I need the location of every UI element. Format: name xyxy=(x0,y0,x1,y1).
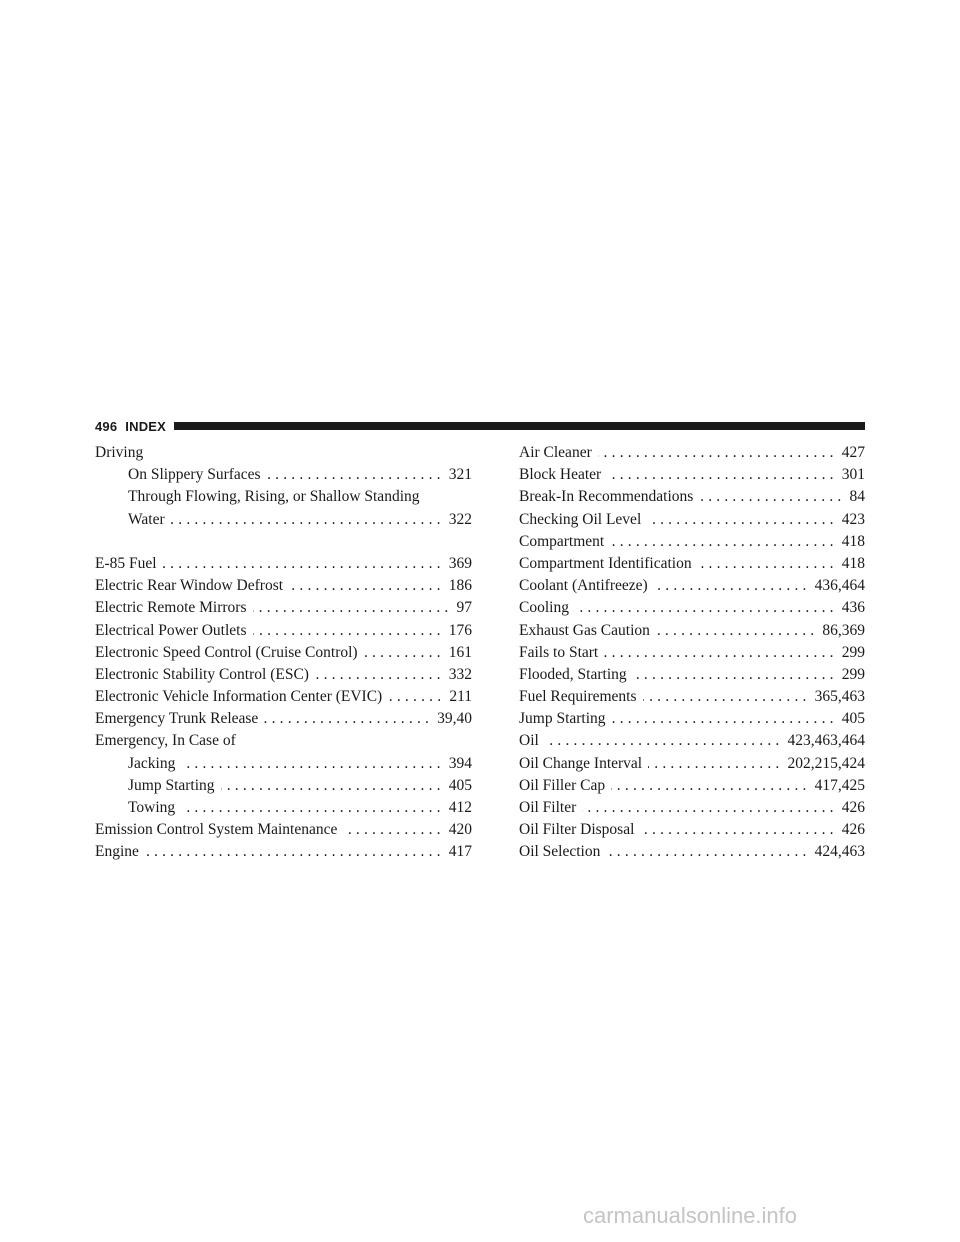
entry-page-ref: 161 xyxy=(448,643,472,661)
entry-page-ref: 417,425 xyxy=(814,776,865,794)
entry-label: Compartment xyxy=(519,532,605,550)
entry-label: Electronic Stability Control (ESC) xyxy=(95,665,309,683)
index-entry xyxy=(95,708,472,730)
entry-page-ref: 332 xyxy=(448,665,472,683)
entry-label: Jump Starting xyxy=(519,710,606,728)
entry-page-ref: 427 xyxy=(841,444,865,461)
entry-label: Electronic Speed Control (Cruise Control) xyxy=(95,643,358,661)
entry-label: Jump Starting xyxy=(128,776,215,794)
entry-label: Block Heater xyxy=(519,466,602,484)
dot-leader xyxy=(253,597,453,619)
dot-leader xyxy=(145,841,445,863)
index-subentry xyxy=(95,464,472,486)
entry-label: Oil Filler Cap xyxy=(519,776,606,794)
index-entry xyxy=(519,730,865,752)
index-entry xyxy=(519,509,865,531)
entry-label: Flooded, Starting xyxy=(519,665,627,683)
entry-label: Exhaust Gas Caution xyxy=(519,621,650,639)
index-subentry xyxy=(95,797,472,819)
entry-label: Emission Control System Maintenance xyxy=(95,821,338,839)
entry-page-ref: 97 xyxy=(456,599,472,617)
entry-label: Electrical Power Outlets xyxy=(95,621,247,639)
dot-leader xyxy=(654,575,811,597)
watermark: carmanualsonline.info xyxy=(583,1203,798,1228)
index-entry xyxy=(519,597,865,619)
entry-label: Fails to Start xyxy=(519,643,599,661)
dot-leader xyxy=(656,620,819,642)
entry-page-ref: 418 xyxy=(841,554,865,572)
index-entry xyxy=(519,531,865,553)
entry-page-ref: 394 xyxy=(448,754,472,772)
dot-leader xyxy=(640,819,837,841)
entry-page-ref: 405 xyxy=(841,710,865,728)
entry-label: Cooling xyxy=(519,599,569,617)
entry-page-ref: 423 xyxy=(841,510,865,528)
entry-label: Emergency Trunk Release xyxy=(95,710,259,728)
dot-leader xyxy=(611,775,811,797)
entry-page-ref: 321 xyxy=(448,466,472,484)
index-entry xyxy=(95,664,472,686)
entry-page-ref: 369 xyxy=(448,554,472,572)
index-entry xyxy=(519,664,865,686)
index-entry xyxy=(95,620,472,642)
index-entry xyxy=(95,442,472,464)
dot-leader xyxy=(315,664,445,686)
dot-leader xyxy=(643,686,811,708)
index-entry xyxy=(95,642,472,664)
entry-page-ref: 436,464 xyxy=(814,577,865,595)
entry-label: Oil Selection xyxy=(519,843,601,861)
dot-leader xyxy=(610,531,838,553)
dot-leader xyxy=(221,775,445,797)
dot-leader xyxy=(582,797,837,819)
index-subentry xyxy=(95,509,472,531)
entry-page-ref: 424,463 xyxy=(814,843,865,861)
index-entry xyxy=(519,686,865,708)
entry-label: Oil Filter Disposal xyxy=(519,821,635,839)
dot-leader xyxy=(253,620,445,642)
dot-leader xyxy=(575,597,838,619)
entry-label: Checking Oil Level xyxy=(519,510,642,528)
dot-leader xyxy=(545,730,784,752)
entry-label: E-85 Fuel xyxy=(95,554,157,572)
dot-leader xyxy=(343,819,444,841)
index-column-right xyxy=(519,442,865,864)
index-entry xyxy=(519,553,865,575)
entry-label: Oil Filter xyxy=(519,799,577,816)
entry-label: Air Cleaner xyxy=(519,444,592,461)
entry-page-ref: 322 xyxy=(448,510,472,528)
dot-leader xyxy=(181,753,444,775)
index-entry xyxy=(519,464,865,486)
dot-leader xyxy=(289,575,445,597)
entry-label: Break-In Recommendations xyxy=(519,488,694,506)
index-entry xyxy=(519,620,865,642)
entry-label: Coolant (Antifreeze) xyxy=(519,577,648,595)
entry-page-ref: 39,40 xyxy=(437,710,472,728)
entry-label: Electric Remote Mirrors xyxy=(95,599,247,617)
entry-label: Driving xyxy=(95,444,144,461)
index-entry xyxy=(519,642,865,664)
entry-label: Towing xyxy=(128,799,176,816)
entry-label: Compartment Identification xyxy=(519,554,692,572)
index-entry xyxy=(95,841,472,863)
index-entry xyxy=(95,597,472,619)
header-rule xyxy=(174,422,865,430)
entry-page-ref: 84 xyxy=(849,488,865,506)
entry-page-ref: 202,215,424 xyxy=(787,754,865,772)
entry-page-ref: 423,463,464 xyxy=(787,732,865,750)
entry-label: Engine xyxy=(95,843,139,861)
dot-leader xyxy=(606,841,810,863)
section-title: INDEX xyxy=(125,418,167,434)
entry-page-ref: 417 xyxy=(448,843,472,861)
dot-leader xyxy=(364,642,445,664)
entry-page-ref: 418 xyxy=(841,532,865,550)
entry-page-ref: 176 xyxy=(448,621,472,639)
index-subentry xyxy=(95,775,472,797)
index-spacer xyxy=(95,531,472,553)
entry-page-ref: 365,463 xyxy=(814,688,865,706)
entry-page-ref: 426 xyxy=(841,821,865,839)
page-number: 496 xyxy=(95,418,118,434)
entry-label: Jacking xyxy=(128,754,176,772)
dot-leader xyxy=(648,753,783,775)
dot-leader xyxy=(612,708,838,730)
entry-label: Oil xyxy=(519,732,539,750)
index-entry xyxy=(95,686,472,708)
entry-label: Through Flowing, Rising, or Shallow Standing xyxy=(128,488,420,506)
entry-page-ref: 301 xyxy=(841,466,865,484)
index-entry xyxy=(95,730,472,752)
dot-leader xyxy=(264,708,433,730)
index-entry xyxy=(95,553,472,575)
index-entry xyxy=(519,708,865,730)
entry-page-ref: 211 xyxy=(449,688,472,706)
index-subentry xyxy=(95,753,472,775)
entry-page-ref: 86,369 xyxy=(822,621,865,639)
entry-label: On Slippery Surfaces xyxy=(128,466,261,484)
entry-label: Electric Rear Window Defrost xyxy=(95,577,284,595)
index-entry xyxy=(519,575,865,597)
index-entry xyxy=(519,797,865,819)
dot-leader xyxy=(633,664,838,686)
dot-leader xyxy=(181,797,445,819)
entry-page-ref: 426 xyxy=(841,799,865,816)
index-entry xyxy=(519,775,865,797)
dot-leader xyxy=(604,642,838,664)
dot-leader xyxy=(598,442,838,464)
index-entry xyxy=(519,753,865,775)
dot-leader xyxy=(698,553,838,575)
dot-leader xyxy=(388,686,445,708)
index-entry xyxy=(95,819,472,841)
entry-page-ref: 299 xyxy=(841,665,865,683)
index-subentry xyxy=(95,486,472,508)
dot-leader xyxy=(699,486,845,508)
entry-page-ref: 420 xyxy=(448,821,472,839)
entry-page-ref: 405 xyxy=(448,776,472,794)
entry-label: Fuel Requirements xyxy=(519,688,637,706)
page-header xyxy=(95,416,865,436)
index-entry xyxy=(519,486,865,508)
dot-leader xyxy=(267,464,445,486)
entry-page-ref: 299 xyxy=(841,643,865,661)
dot-leader xyxy=(163,553,445,575)
entry-page-ref: 412 xyxy=(448,799,472,816)
dot-leader xyxy=(607,464,838,486)
dot-leader xyxy=(171,509,445,531)
entry-label: Electronic Vehicle Information Center (EVIC) xyxy=(95,688,383,706)
dot-leader xyxy=(647,509,838,531)
index-entry xyxy=(519,442,865,464)
index-column-left xyxy=(95,442,472,864)
entry-label: Emergency, In Case of xyxy=(95,732,236,750)
index-entry xyxy=(519,841,865,863)
entry-label: Oil Change Interval xyxy=(519,754,643,772)
index-entry xyxy=(519,819,865,841)
index-entry xyxy=(95,575,472,597)
entry-label: Water xyxy=(128,510,165,528)
entry-page-ref: 186 xyxy=(448,577,472,595)
entry-page-ref: 436 xyxy=(841,599,865,617)
